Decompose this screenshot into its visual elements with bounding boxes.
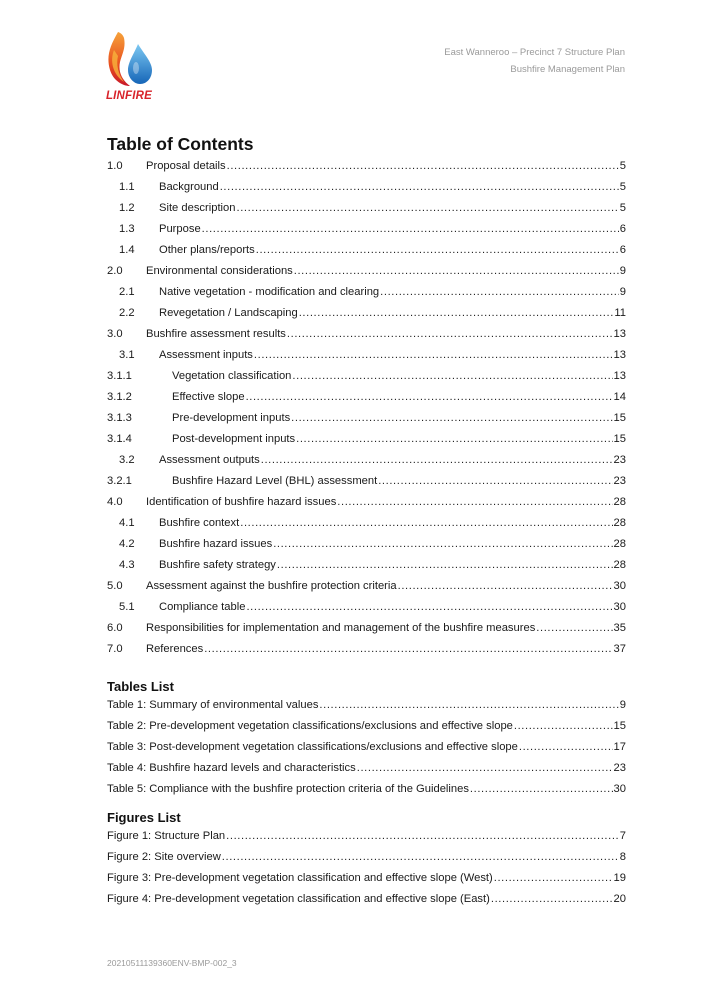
entry-number: 3.1.4 bbox=[107, 433, 132, 445]
entry-title: Compliance table bbox=[159, 601, 246, 613]
entry-number: 2.2 bbox=[119, 307, 135, 319]
dot-leader bbox=[261, 454, 613, 466]
toc-entry[interactable] bbox=[107, 433, 626, 454]
entry-number: 4.2 bbox=[119, 538, 135, 550]
entry-page-number: 15 bbox=[613, 412, 626, 424]
entry-title: Bushfire assessment results bbox=[146, 328, 286, 340]
entry-page-number: 28 bbox=[613, 538, 626, 550]
entry-number: 6.0 bbox=[107, 622, 123, 634]
dot-leader bbox=[222, 851, 619, 863]
entry-page-number: 6 bbox=[619, 223, 626, 235]
entry-page-number: 37 bbox=[613, 643, 626, 655]
entry-page-number: 5 bbox=[619, 202, 626, 214]
entry-page-number: 13 bbox=[613, 349, 626, 361]
entry-title: Site description bbox=[159, 202, 236, 214]
entry-page-number: 17 bbox=[613, 741, 626, 753]
dot-leader bbox=[294, 265, 619, 277]
entry-page-number: 23 bbox=[613, 454, 626, 466]
entry-number: 4.1 bbox=[119, 517, 135, 529]
dot-leader bbox=[227, 160, 619, 172]
entry-page-number: 28 bbox=[613, 559, 626, 571]
dot-leader bbox=[519, 741, 613, 753]
toc-entry[interactable] bbox=[107, 202, 626, 223]
entry-title: Figure 2: Site overview bbox=[107, 851, 221, 863]
linfire-logo bbox=[104, 30, 154, 104]
toc-entry[interactable] bbox=[107, 244, 626, 265]
toc-entry[interactable] bbox=[107, 496, 626, 517]
entry-page-number: 14 bbox=[613, 391, 626, 403]
dot-leader bbox=[357, 762, 613, 774]
entry-title: Effective slope bbox=[172, 391, 245, 403]
entry-page-number: 9 bbox=[619, 265, 626, 277]
header-project-title: East Wanneroo – Precinct 7 Structure Plan bbox=[444, 47, 625, 58]
entry-page-number: 20 bbox=[613, 893, 626, 905]
entry-page-number: 7 bbox=[619, 830, 626, 842]
logo-wordmark: LINFIRE bbox=[105, 90, 153, 102]
toc-entry[interactable] bbox=[107, 475, 626, 496]
header-document-type: Bushfire Management Plan bbox=[510, 64, 625, 75]
figures-list bbox=[107, 830, 626, 914]
entry-title: Assessment against the bushfire protection criteria bbox=[146, 580, 397, 592]
entry-title: Table 4: Bushfire hazard levels and characteristics bbox=[107, 762, 356, 774]
toc-entry[interactable] bbox=[107, 370, 626, 391]
dot-leader bbox=[536, 622, 612, 634]
dot-leader bbox=[273, 538, 612, 550]
entry-title: Native vegetation - modification and clearing bbox=[159, 286, 380, 298]
entry-page-number: 13 bbox=[613, 370, 626, 382]
tables-list-entry[interactable] bbox=[107, 720, 626, 741]
dot-leader bbox=[220, 181, 619, 193]
entry-page-number: 19 bbox=[613, 872, 626, 884]
figures-list-entry[interactable] bbox=[107, 872, 626, 893]
dot-leader bbox=[254, 349, 613, 361]
entry-number: 3.1.1 bbox=[107, 370, 132, 382]
entry-title: Post-development inputs bbox=[172, 433, 296, 445]
dot-leader bbox=[378, 475, 612, 487]
entry-number: 4.0 bbox=[107, 496, 123, 508]
entry-title: Bushfire Hazard Level (BHL) assessment bbox=[172, 475, 378, 487]
dot-leader bbox=[296, 433, 612, 445]
dot-leader bbox=[246, 601, 612, 613]
entry-number: 3.2 bbox=[119, 454, 135, 466]
toc-entry[interactable] bbox=[107, 643, 626, 664]
entry-title: Revegetation / Landscaping bbox=[159, 307, 298, 319]
entry-number: 3.2.1 bbox=[107, 475, 132, 487]
dot-leader bbox=[514, 720, 613, 732]
table-of-contents bbox=[107, 160, 626, 664]
document-header bbox=[444, 44, 625, 78]
figures-list-entry[interactable] bbox=[107, 851, 626, 872]
entry-number: 3.1.2 bbox=[107, 391, 132, 403]
entry-number: 1.2 bbox=[119, 202, 135, 214]
entry-page-number: 30 bbox=[613, 580, 626, 592]
entry-page-number: 28 bbox=[613, 517, 626, 529]
entry-title: Bushfire hazard issues bbox=[159, 538, 273, 550]
entry-title: Proposal details bbox=[146, 160, 226, 172]
dot-leader bbox=[337, 496, 612, 508]
entry-number: 1.0 bbox=[107, 160, 123, 172]
entry-page-number: 11 bbox=[614, 307, 626, 319]
toc-entry[interactable] bbox=[107, 454, 626, 475]
dot-leader bbox=[237, 202, 619, 214]
figures-list-heading: Figures List bbox=[107, 810, 181, 825]
tables-list-entry[interactable] bbox=[107, 762, 626, 783]
entry-page-number: 5 bbox=[619, 181, 626, 193]
entry-page-number: 5 bbox=[619, 160, 626, 172]
entry-number: 5.1 bbox=[119, 601, 135, 613]
entry-title: Figure 3: Pre-development vegetation classification and effective slope (West) bbox=[107, 872, 493, 884]
entry-page-number: 9 bbox=[619, 699, 626, 711]
entry-title: Figure 1: Structure Plan bbox=[107, 830, 226, 842]
dot-leader bbox=[240, 517, 612, 529]
entry-page-number: 30 bbox=[613, 601, 626, 613]
entry-title: Table 5: Compliance with the bushfire protection criteria of the Guidelines bbox=[107, 783, 469, 795]
entry-title: Vegetation classification bbox=[172, 370, 292, 382]
entry-title: Bushfire context bbox=[159, 517, 240, 529]
flame-drop-icon bbox=[104, 30, 154, 90]
entry-page-number: 15 bbox=[613, 720, 626, 732]
dot-leader bbox=[299, 307, 614, 319]
entry-title: Table 2: Pre-development vegetation classifications/exclusions and effective slope bbox=[107, 720, 513, 732]
entry-page-number: 13 bbox=[613, 328, 626, 340]
tables-list-entry[interactable] bbox=[107, 741, 626, 762]
toc-entry[interactable] bbox=[107, 559, 626, 580]
entry-number: 3.1.3 bbox=[107, 412, 132, 424]
toc-entry[interactable] bbox=[107, 412, 626, 433]
toc-entry[interactable] bbox=[107, 328, 626, 349]
toc-entry[interactable] bbox=[107, 160, 626, 181]
entry-page-number: 9 bbox=[619, 286, 626, 298]
dot-leader bbox=[398, 580, 613, 592]
dot-leader bbox=[277, 559, 613, 571]
entry-page-number: 28 bbox=[613, 496, 626, 508]
entry-title: Environmental considerations bbox=[146, 265, 293, 277]
entry-page-number: 23 bbox=[613, 475, 626, 487]
dot-leader bbox=[204, 643, 612, 655]
tables-list-entry[interactable] bbox=[107, 783, 626, 804]
dot-leader bbox=[291, 412, 612, 424]
entry-number: 1.3 bbox=[119, 223, 135, 235]
dot-leader bbox=[292, 370, 612, 382]
entry-number: 3.0 bbox=[107, 328, 123, 340]
entry-number: 2.1 bbox=[119, 286, 135, 298]
entry-number: 7.0 bbox=[107, 643, 123, 655]
dot-leader bbox=[246, 391, 613, 403]
dot-leader bbox=[319, 699, 618, 711]
entry-page-number: 35 bbox=[613, 622, 626, 634]
dot-leader bbox=[494, 872, 613, 884]
toc-entry[interactable] bbox=[107, 601, 626, 622]
entry-title: Responsibilities for implementation and management of the bushfire measures bbox=[146, 622, 536, 634]
figures-list-entry[interactable] bbox=[107, 893, 626, 914]
entry-page-number: 30 bbox=[613, 783, 626, 795]
tables-list-entry[interactable] bbox=[107, 699, 626, 720]
entry-title: References bbox=[146, 643, 204, 655]
entry-title: Other plans/reports bbox=[159, 244, 255, 256]
entry-title: Purpose bbox=[159, 223, 201, 235]
entry-title: Bushfire safety strategy bbox=[159, 559, 276, 571]
toc-entry[interactable] bbox=[107, 580, 626, 601]
tables-list-heading: Tables List bbox=[107, 679, 174, 694]
entry-page-number: 15 bbox=[613, 433, 626, 445]
entry-number: 5.0 bbox=[107, 580, 123, 592]
tables-list bbox=[107, 699, 626, 804]
dot-leader bbox=[380, 286, 619, 298]
toc-heading: Table of Contents bbox=[107, 134, 254, 154]
entry-title: Pre-development inputs bbox=[172, 412, 291, 424]
entry-page-number: 23 bbox=[613, 762, 626, 774]
entry-title: Figure 4: Pre-development vegetation classification and effective slope (East) bbox=[107, 893, 490, 905]
entry-number: 1.1 bbox=[119, 181, 135, 193]
toc-entry[interactable] bbox=[107, 391, 626, 412]
toc-entry[interactable] bbox=[107, 349, 626, 370]
toc-entry[interactable] bbox=[107, 265, 626, 286]
figures-list-entry[interactable] bbox=[107, 830, 626, 851]
entry-number: 1.4 bbox=[119, 244, 135, 256]
toc-entry[interactable] bbox=[107, 181, 626, 202]
entry-title: Assessment inputs bbox=[159, 349, 253, 361]
toc-entry[interactable] bbox=[107, 538, 626, 559]
dot-leader bbox=[491, 893, 613, 905]
toc-entry[interactable] bbox=[107, 286, 626, 307]
entry-number: 3.1 bbox=[119, 349, 135, 361]
dot-leader bbox=[470, 783, 613, 795]
entry-title: Background bbox=[159, 181, 219, 193]
dot-leader bbox=[226, 830, 619, 842]
entry-number: 4.3 bbox=[119, 559, 135, 571]
entry-page-number: 6 bbox=[619, 244, 626, 256]
toc-entry[interactable] bbox=[107, 622, 626, 643]
entry-page-number: 8 bbox=[619, 851, 626, 863]
toc-entry[interactable] bbox=[107, 307, 626, 328]
entry-title: Table 1: Summary of environmental values bbox=[107, 699, 319, 711]
entry-number: 2.0 bbox=[107, 265, 123, 277]
entry-title: Table 3: Post-development vegetation classifications/exclusions and effective slope bbox=[107, 741, 518, 753]
document-id-footer: 20210511139360ENV-BMP-002_3 bbox=[107, 958, 237, 968]
toc-entry[interactable] bbox=[107, 223, 626, 244]
entry-title: Identification of bushfire hazard issues bbox=[146, 496, 337, 508]
entry-title: Assessment outputs bbox=[159, 454, 260, 466]
dot-leader bbox=[202, 223, 619, 235]
toc-entry[interactable] bbox=[107, 517, 626, 538]
dot-leader bbox=[287, 328, 613, 340]
dot-leader bbox=[256, 244, 619, 256]
